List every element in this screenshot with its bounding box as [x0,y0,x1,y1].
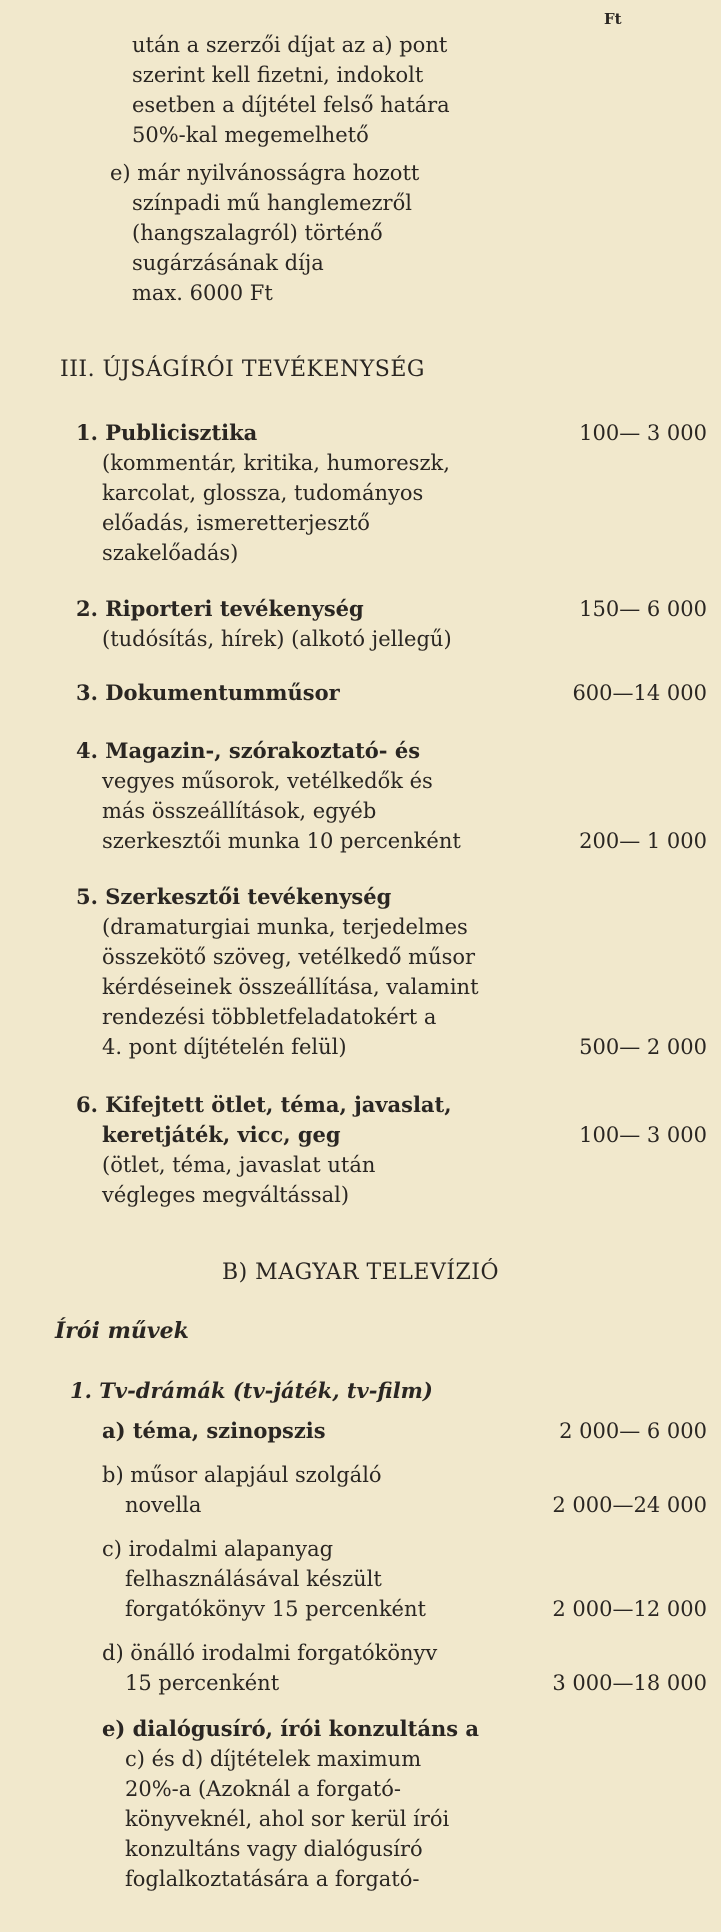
journalism-item-amount: 600—14 000 [572,681,707,705]
item-e-line: e) már nyilvánosságra hozott [110,161,420,185]
journalism-item-line: szerkesztői munka 10 percenként [102,829,461,853]
intro-line: után a szerzői díjat az a) pont [132,33,448,57]
journalism-item-line: (tudósítás, hírek) (alkotó jellegű) [102,627,452,651]
journalism-item-line: összekötő szöveg, vetélkedő műsor [102,945,476,969]
journalism-item-line: (ötlet, téma, javaslat után [102,1153,376,1177]
tv-item-line: 20%-a (Azoknál a forgató- [125,1777,401,1801]
tv-item-line: konzultáns vagy dialógusíró [125,1837,423,1861]
journalism-item-line: előadás, ismeretterjesztő [102,511,370,535]
tv-item-line: e) dialógusíró, írói konzultáns a [102,1716,479,1741]
intro-line: esetben a díjtétel felső határa [132,93,450,117]
journalism-item-title: 4. Magazin-, szórakoztató- és [76,738,421,763]
section-iii-heading: III. ÚJSÁGÍRÓI TEVÉKENYSÉG [60,357,425,382]
tv-item-amount: 2 000—12 000 [552,1597,707,1621]
tv-drama-title-text: 1. Tv-drámák (tv-játék, tv-film) [70,1378,433,1403]
item-e-line: (hangszalagról) történő [132,221,383,245]
journalism-item-line: karcolat, glossza, tudományos [102,481,424,505]
journalism-item-line: kérdéseinek összeállítása, valamint [102,975,479,999]
journalism-item-line: (dramaturgiai munka, terjedelmes [102,915,468,939]
journalism-item-amount: 100— 3 000 [579,1123,707,1147]
item-e-line: sugárzásának díja [132,251,324,275]
journalism-item-line: más összeállítások, egyéb [102,799,377,823]
tv-item-line: b) műsor alapjául szolgáló [102,1463,382,1487]
tv-item-line: c) irodalmi alapanyag [102,1537,334,1561]
journalism-item-title: 1. Publicisztika [76,420,258,445]
tv-drama-title [70,1376,433,1406]
tv-item-line: foglalkoztatására a forgató- [125,1867,420,1891]
tv-item-line: könyveknél, ahol sor kerül írói [125,1807,450,1831]
tv-item-line: 15 percenként [125,1671,280,1695]
journalism-item-title: 3. Dokumentumműsor [76,680,340,705]
tv-item-line: novella [125,1493,202,1517]
tv-item-amount: 2 000—24 000 [552,1493,707,1517]
journalism-item-title: 6. Kifejtett ötlet, téma, javaslat, [76,1092,452,1117]
journalism-item-amount: 150— 6 000 [579,597,707,621]
tv-item-line: forgatókönyv 15 percenként [125,1597,426,1621]
tv-item-amount: 3 000—18 000 [552,1671,707,1695]
journalism-item-line: 4. pont díjtételén felül) [102,1035,347,1059]
section-b-heading: B) MAGYAR TELEVÍZIÓ [221,1260,500,1285]
iroi-muvek-heading: Írói művek [55,1318,189,1344]
journalism-item-title: 5. Szerkesztői tevékenység [76,884,392,909]
journalism-item-line: szakelőadás) [102,541,239,565]
journalism-item-title: 2. Riporteri tevékenység [76,596,364,621]
item-e-line: színpadi mű hanglemezről [132,191,412,215]
journalism-item-line: rendezési többletfeladatokért a [102,1005,437,1029]
journalism-item-amount: 100— 3 000 [579,421,707,445]
intro-line: szerint kell fizetni, indokolt [132,63,424,87]
journalism-item-amount: 500— 2 000 [579,1035,707,1059]
tv-item-amount: 2 000— 6 000 [559,1419,707,1443]
journalism-item-amount: 200— 1 000 [579,829,707,853]
item-e-line: max. 6000 Ft [132,281,273,305]
ft-column-header: Ft [604,10,622,28]
journalism-item-line: (kommentár, kritika, humoreszk, [102,451,450,475]
tv-item-line: c) és d) díjtételek maximum [125,1747,422,1771]
journalism-item-line: keretjáték, vicc, geg [102,1122,341,1147]
journalism-item-line: vegyes műsorok, vetélkedők és [102,769,433,793]
tv-item-line: a) téma, szinopszis [102,1418,326,1443]
tv-item-line: felhasználásával készült [125,1567,382,1591]
tv-item-line: d) önálló irodalmi forgatókönyv [102,1641,438,1665]
intro-line: 50%-kal megemelhető [132,123,369,147]
journalism-item-line: végleges megváltással) [102,1183,350,1207]
